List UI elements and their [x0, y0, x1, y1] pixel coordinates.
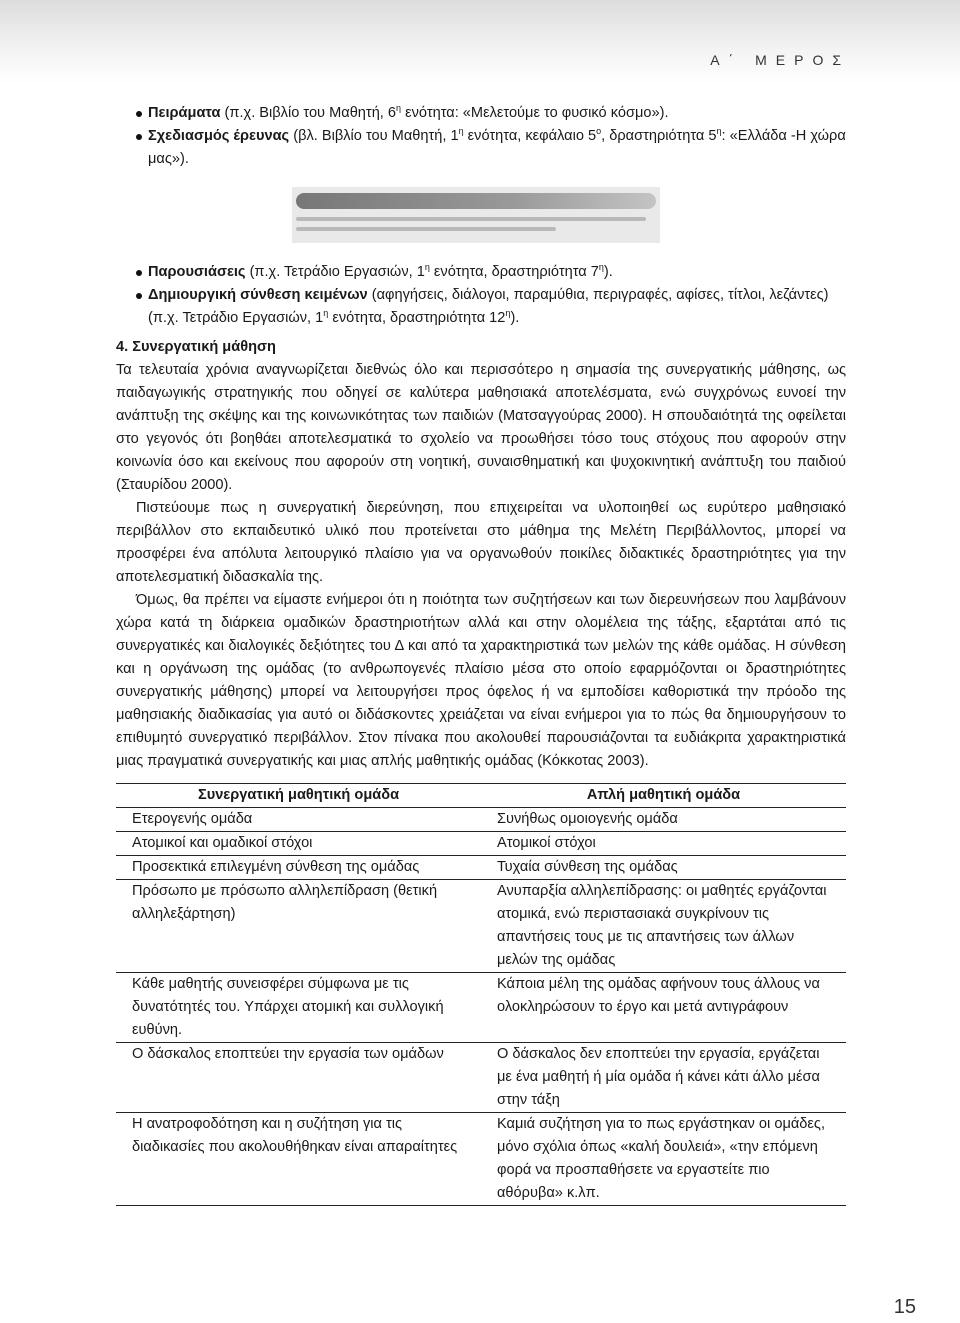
table-cell: Συνήθως ομοιογενής ομάδα — [481, 808, 846, 832]
illustration-thumbnail — [292, 187, 660, 243]
superscript: ο — [596, 126, 602, 137]
bullet-text: ενότητα, κεφάλαιο 5 — [463, 128, 597, 144]
table-cell: Πρόσωπο με πρόσωπο αλληλεπίδραση (θετική αλληλεξάρτηση) — [116, 880, 481, 973]
header-band — [0, 0, 960, 84]
bullet-text: , δραστηριότητα 5 — [601, 128, 717, 144]
table-row — [116, 1043, 846, 1113]
superscript: η — [458, 126, 464, 137]
table-cell: Τυχαία σύνθεση της ομάδας — [481, 856, 846, 880]
bullet-text: ενότητα: «Μελετούμε το φυσικό κόσμο»). — [401, 105, 669, 121]
superscript: η — [598, 262, 604, 273]
comparison-table — [116, 783, 846, 1206]
part-label: Α΄ ΜΕΡΟΣ — [710, 52, 850, 68]
superscript: η — [716, 126, 722, 137]
table-row — [116, 880, 846, 973]
table-cell: Ατομικοί στόχοι — [481, 832, 846, 856]
column-header: Απλή μαθητική ομάδα — [481, 784, 846, 808]
superscript: η — [323, 308, 329, 319]
superscript: η — [424, 262, 430, 273]
table-cell: Κάποια μέλη της ομάδας αφήνουν τους άλλους να ολοκληρώσουν το έργο και μετά αντιγράφουν — [481, 973, 846, 1043]
banner-title-strip — [296, 193, 656, 209]
page-number: 15 — [893, 1296, 916, 1318]
table-cell: Ετερογενής ομάδα — [116, 808, 481, 832]
bullet-list-bottom — [116, 261, 846, 330]
bullet-text: ενότητα, δραστηριότητα 7 — [429, 264, 599, 280]
table-row — [116, 808, 846, 832]
superscript: η — [396, 103, 402, 114]
table-cell: Ανυπαρξία αλληλεπίδρασης: οι μαθητές εργάζονται ατομικά, ενώ περιστασιακά συγκρίνουν τις απαντήσεις τους με τις απαντήσεις των άλλων μελών της ομάδας — [481, 880, 846, 973]
paragraph: Όμως, θα πρέπει να είμαστε ενήμεροι ότι η ποιότητα των συζητήσεων και των διερευνήσεων που λαμβάνουν χώρα κατά τη διάρκεια ομαδικών δραστηριοτήτων αλλά και στην ολομέλεια της τάξης, εξαρτάται από τις συνεργατικές και διαλογικές δεξιότητες του Δ και από τα χαρακτηριστικά των μελών της κάθε ομάδας. Η σύνθεση και η οργάνωση της ομάδας (το ανθρωπογενές πλαίσιο μέσα στο οποίο εφαρμόζονται οι δραστηριότητες συνεργατικής μάθησης) μπορεί να λειτουργήσει προς όφελος ή να εμποδίσει καθοριστικά την πρόοδο της μαθησιακής διαδικασίας για αυτό οι διδάσκοντες χρειάζεται να είναι ενήμεροι για το πώς θα δημιουργήσουν το επιθυμητό συνεργατικό περιβάλλον. Στον πίνακα που ακολουθεί παρουσιάζονται τα ευδιάκριτα χαρακτηριστικά μιας πραγματικά συνεργατικής και μιας απλής μαθητικής ομάδας (Κόκκοτας 2003). — [116, 592, 846, 769]
table-cell: Η ανατροφοδότηση και η συζήτηση για τις διαδικασίες που ακολουθήθηκαν είναι απαραίτητες — [116, 1113, 481, 1206]
bullet-bold: Πειράματα — [148, 105, 221, 121]
section-title: 4. Συνεργατική μάθηση — [116, 339, 276, 355]
list-item — [116, 125, 846, 171]
bullet-list-top — [116, 102, 846, 171]
table-row — [116, 832, 846, 856]
table-cell: Καμιά συζήτηση για το πως εργάστηκαν οι ομάδες, μόνο σχόλια όπως «καλή δουλειά», «την επόμενη φορά να προσπαθήσετε να εργαστείτε πιο αθόρυβα» κ.λπ. — [481, 1113, 846, 1206]
bullet-text: ). — [603, 264, 613, 280]
table-cell: Ατομικοί και ομαδικοί στόχοι — [116, 832, 481, 856]
table-row — [116, 1113, 846, 1206]
table-row — [116, 973, 846, 1043]
list-item — [116, 261, 846, 284]
table-cell: Ο δάσκαλος εποπτεύει την εργασία των ομάδων — [116, 1043, 481, 1113]
table-header-row — [116, 784, 846, 808]
bullet-text: (π.χ. Βιβλίο του Μαθητή, 6 — [220, 105, 397, 121]
bullet-text: : «Ελλάδα -Η χώρα μας»). — [148, 128, 846, 167]
bullet-text: (βλ. Βιβλίο του Μαθητή, 1 — [289, 128, 459, 144]
bullet-bold: Σχεδιασμός έρευνας — [148, 128, 290, 144]
list-item — [116, 102, 846, 125]
table-cell: Κάθε μαθητής συνεισφέρει σύμφωνα με τις δυνατότητές του. Υπάρχει ατομική και συλλογική ευθύνη. — [116, 973, 481, 1043]
superscript: η — [505, 308, 511, 319]
column-header: Συνεργατική μαθητική ομάδα — [116, 784, 481, 808]
banner-text-line — [296, 217, 646, 221]
bullet-bold: Δημιουργική σύνθεση κειμένων — [148, 287, 368, 303]
table-row — [116, 856, 846, 880]
bullet-text: (π.χ. Τετράδιο Εργασιών, 1 — [245, 264, 425, 280]
table-cell: Ο δάσκαλος δεν εποπτεύει την εργασία, εργάζεται με ένα μαθητή ή μία ομάδα ή κάνει κάτι άλλο μέσα στην τάξη — [481, 1043, 846, 1113]
paragraph: Τα τελευταία χρόνια αναγνωρίζεται διεθνώς όλο και περισσότερο η σημασία της συνεργατικής μάθησης, ως παιδαγωγικής στρατηγικής που οδηγεί σε καλύτερα μαθησιακά αποτελέσματα, ενώ συγχρόνως ευνοεί την ανάπτυξη της σκέψης και της κοινωνικότητας των παιδιών (Ματσαγγούρας 2000). Η σπουδαιότητά της οφείλεται στο γεγονός ότι βοηθάει αποτελεσματικά το σχολείο να προωθήσει τόσο τους στόχους που αφορούν στην κοινωνία όσο και εκείνους που αφορούν στη νοητική, συναισθηματική και ψυχοκινητική ανάπτυξη του παιδιού (Σταυρίδου 2000). — [116, 362, 846, 493]
paragraph: Πιστεύουμε πως η συνεργατική διερεύνηση, που επιχειρείται να υλοποιηθεί ως ευρύτερο μαθησιακό περιβάλλον στο εκπαιδευτικό υλικό που προτείνεται στο μάθημα της Μελέτη Περιβάλλοντος, μπορεί να προσφέρει ένα απόλυτα λειτουργικό πλαίσιο για να οργανωθούν ποικίλες διδακτικές δραστηριότητες για την αποτελεσματική διδασκαλία της. — [116, 500, 846, 585]
bullet-bold: Παρουσιάσεις — [148, 264, 246, 280]
banner-text-line — [296, 227, 556, 231]
page-content — [116, 102, 846, 1206]
bullet-text: ). — [510, 310, 520, 326]
bullet-text: (αφηγήσεις, διάλογοι, παραμύθια, περιγραφές, αφίσες, τίτλοι, λεζάντες) (π.χ. Τετράδιο Εργασιών, 1 — [148, 287, 829, 326]
bullet-text: ενότητα, δραστηριότητα 12 — [328, 310, 506, 326]
list-item — [116, 284, 846, 330]
table-cell: Προσεκτικά επιλεγμένη σύνθεση της ομάδας — [116, 856, 481, 880]
